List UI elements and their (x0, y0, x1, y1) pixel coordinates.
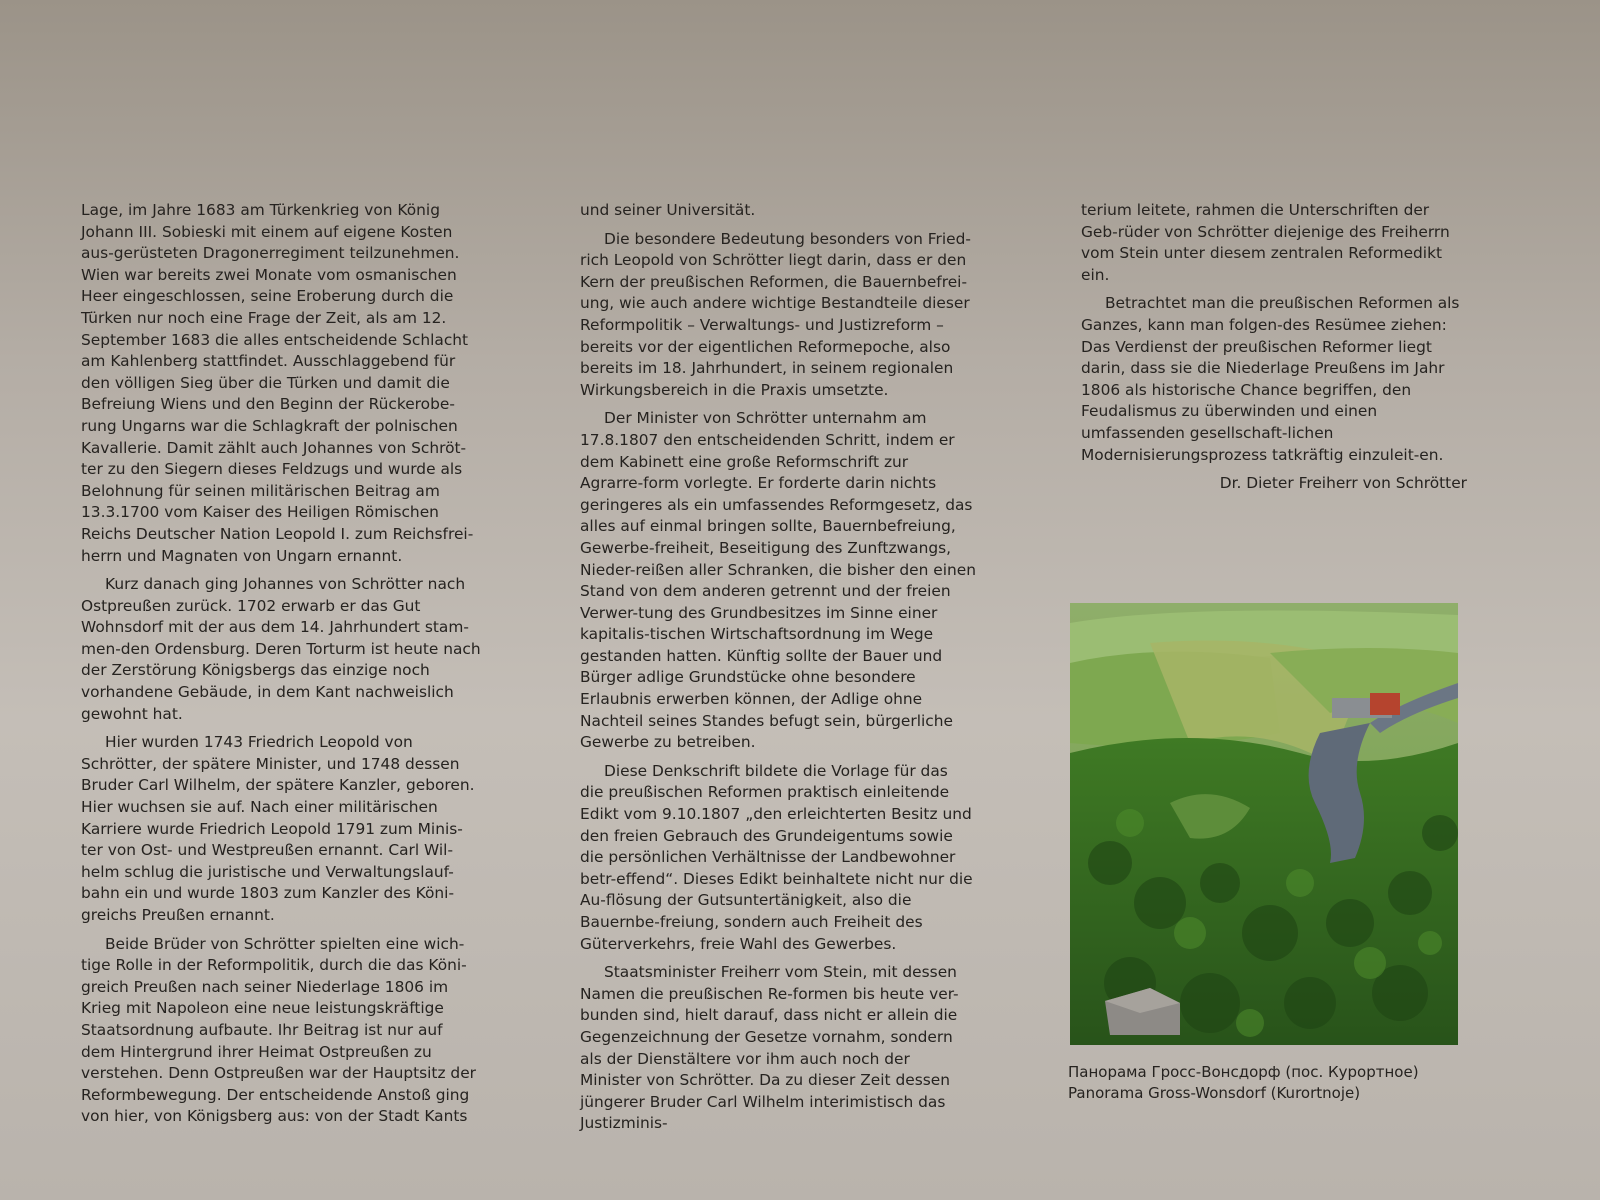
aerial-photo (1070, 603, 1458, 1045)
paragraph: Hier wurden 1743 Friedrich Leopold von Schrötter, der spätere Minister, und 1748 dessen Bruder Carl Wilhelm, der spätere Kanzler, geboren. Hier wuchsen sie auf. Nach einer militärischen Karriere wurde Friedrich Leopold 1791 zum Minis-ter von Ost- und Westpreußen ernannt. Carl Wil-helm schlug die juristische und Verwaltungslauf-bahn ein und wurde 1803 zum Kanzler des Köni-greichs Preußen ernannt. (81, 733, 475, 924)
aerial-landscape-image (1070, 603, 1458, 1045)
paragraph: terium leitete, rahmen die Unterschriften der Geb-rüder von Schrötter diejenige des Freiherrn vom Stein unter diesem zentralen Reformedikt ein. (1081, 201, 1450, 284)
paragraph: Die besondere Bedeutung besonders von Fried-rich Leopold von Schrötter liegt darin, dass er den Kern der preußischen Reformen, die Bauernbefrei-ung, wie auch andere wichtige Bestandteile dieser Reformpolitik – Verwaltungs- und Justizreform – bereits vor der eigentlichen Reformepoche, also bereits im 18. Jahrhundert, in seinem regionalen Wirkungsbereich in die Praxis umsetzte. (580, 229, 971, 399)
text-column-2 (580, 200, 976, 1142)
paragraph: und seiner Universität. (580, 201, 756, 219)
paragraph: Lage, im Jahre 1683 am Türkenkrieg von König Johann III. Sobieski mit einem auf eigene Kosten aus-gerüsteten Dragonerregiment teilzunehmen. Wien war bereits zwei Monate vom osmanischen Heer eingeschlossen, seine Eroberung durch die Türken nur noch eine Frage der Zeit, als am 12. September 1683 die alles entscheidende Schlacht am Kahlenberg stattfindet. Ausschlaggebend für den völligen Sieg über die Türken und damit die Befreiung Wiens und den Beginn der Rückerobe-rung Ungarns war die Schlagkraft der polnischen Kavallerie. Damit zählt auch Johannes von Schröt-ter zu den Siegern dieses Feldzugs und wurde als Belohnung für seinen militärischen Beitrag am 13.3.1700 vom Kaiser des Heiligen Römischen Reichs Deutscher Nation Leopold I. zum Reichsfrei-herrn und Magnaten von Ungarn ernannt. (81, 201, 474, 565)
paragraph: Der Minister von Schrötter unternahm am 17.8.1807 den entscheidenden Schritt, indem er dem Kabinett eine große Reformschrift zur Agrarre-form vorlegte. Er forderte darin nichts geringeres als ein umfassendes Reformgesetz, das alles auf einmal bringen sollte, Bauernbefreiung, Gewerbe-freiheit, Beseitigung des Zunftzwangs, Nieder-reißen aller Schranken, die bisher den einen Stand von dem anderen getrennt und der freien Verwer-tung des Grundbesitzes im Sinne einer kapitalis-tischen Wirtschaftsordnung im Wege gestanden hatten. Künftig sollte der Bauer und Bürger adlige Grundstücke ohne besondere Erlaubnis erwerben können, der Adlige ohne Nachteil seines Standes befugt sein, bürgerliche Gewerbe zu betreiben. (580, 409, 976, 752)
text-column-3 (1081, 200, 1467, 495)
paragraph: Kurz danach ging Johannes von Schrötter nach Ostpreußen zurück. 1702 erwarb er das Gut Wohnsdorf mit der aus dem 14. Jahrhundert stam-men-den Ordensburg. Deren Torturm ist heute nach der Zerstörung Königsbergs das einzige noch vorhandene Gebäude, in dem Kant nachweislich gewohnt hat. (81, 575, 481, 723)
caption-german: Panorama Gross-Wonsdorf (Kurortnoje) (1068, 1084, 1361, 1102)
paragraph: Beide Brüder von Schrötter spielten eine wich-tige Rolle in der Reformpolitik, durch die das Köni-greich Preußen nach seiner Niederlage 1806 im Krieg mit Napoleon eine neue leistungskräftige Staatsordnung aufbaute. Ihr Beitrag ist nur auf dem Hintergrund ihrer Heimat Ostpreußen zu verstehen. Denn Ostpreußen war der Hauptsitz der Reformbewegung. Der entscheidende Anstoß ging von hier, von Königsberg aus: von der Stadt Kants (81, 934, 476, 1126)
paragraph: Staatsminister Freiherr vom Stein, mit dessen Namen die preußischen Re-formen bis heute ver-bunden sind, hielt darauf, dass nicht er allein die Gegenzeichnung der Gesetze vornahm, sondern als der Dienstältere vor ihm auch noch der Minister von Schrötter. Da zu dieser Zeit dessen jüngerer Bruder Carl Wilhelm interimistisch das Justizminis- (580, 963, 959, 1133)
text-column-1 (81, 200, 481, 1135)
paragraph: Betrachtet man die preußischen Reformen als Ganzes, kann man folgen-des Resümee ziehen: Das Verdienst der preußischen Reformer liegt darin, dass sie die Niederlage Preußens im Jahr 1806 als historische Chance begriffen, den Feudalismus zu überwinden und einen umfassenden gesellschaft-lichen Modernisierungsprozess tatkräftig einzuleit-en. (1081, 294, 1460, 464)
paragraph: Diese Denkschrift bildete die Vorlage für das die preußischen Reformen praktisch einleitende Edikt vom 9.10.1807 „den erleichterten Besitz und den freien Gebrauch des Grundeigentums sowie die persönlichen Verhältnisse der Landbewohner betr-effend“. Dieses Edikt beinhaltete nicht nur die Au-flösung der Gutsuntertänigkeit, also die Bauernbe-freiung, sondern auch Freiheit des Güterverkehrs, freie Wahl des Gewerbes. (580, 761, 973, 953)
photo-caption (1068, 1062, 1419, 1104)
author-signature: Dr. Dieter Freiherr von Schrötter (1219, 474, 1467, 493)
caption-russian: Панорама Гросс-Вонсдорф (пос. Курортное) (1068, 1063, 1419, 1081)
